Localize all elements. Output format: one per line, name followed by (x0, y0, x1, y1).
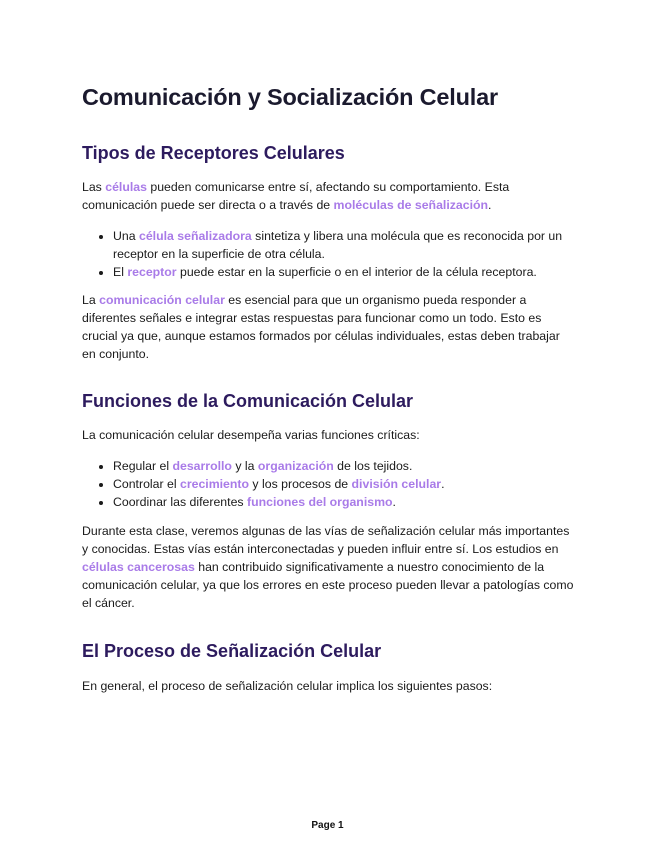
text: Regular el (113, 459, 173, 473)
text: han contribuido significativamente a nuestro conocimiento de la comunicación celular, ya que los errores en este proceso pueden llevar a patologías como el cáncer. (82, 560, 574, 610)
list-item (113, 475, 574, 493)
highlight-term: célula señalizadora (138, 229, 252, 243)
bullet-list (82, 227, 574, 281)
paragraph (82, 522, 574, 612)
section-heading-funciones: Funciones de la Comunicación Celular (82, 391, 414, 411)
text: Las (82, 180, 106, 194)
text: Una (113, 229, 139, 243)
text: Coordinar las diferentes (113, 495, 247, 509)
text: . (488, 198, 492, 212)
text: El (113, 265, 128, 279)
text: Durante esta clase, veremos algunas de las vías de señalización celular más importantes y conocidas. Estas vías están interconectadas y pueden influir entre sí. Los estudios en (82, 524, 570, 556)
text: En general, el proceso de señalización celular implica los siguientes pasos: (82, 679, 493, 693)
bullet-list (82, 457, 574, 511)
text: y la (231, 459, 258, 473)
highlight-term: células cancerosas (82, 560, 195, 574)
section-heading-proceso: El Proceso de Señalización Celular (82, 641, 382, 661)
paragraph (82, 426, 574, 444)
text: sintetiza y libera una molécula que es reconocida por un receptor en la superficie de otra célula. (113, 229, 563, 261)
highlight-term: división celular (351, 477, 442, 491)
highlight-term: moléculas de señalización (333, 198, 489, 212)
text: . (392, 495, 396, 509)
section-heading-tipos-receptores: Tipos de Receptores Celulares (82, 143, 345, 163)
text: . (441, 477, 445, 491)
paragraph (82, 677, 574, 695)
list-item (113, 263, 574, 281)
text: La comunicación celular desempeña varias funciones críticas: (82, 428, 420, 442)
list-item (113, 457, 574, 475)
highlight-term: células (105, 180, 147, 194)
text: de los tejidos. (333, 459, 413, 473)
text: puede estar en la superficie o en el interior de la célula receptora. (176, 265, 537, 279)
highlight-term: desarrollo (172, 459, 232, 473)
text: es esencial para que un organismo pueda responder a diferentes señales e integrar estas respuestas para funcionar como un todo. Esto es crucial ya que, aunque estamos formados por células individuales, estas deben trabajar en conjunto. (82, 293, 560, 361)
highlight-term: funciones del organismo (246, 495, 393, 509)
highlight-term: comunicación celular (99, 293, 225, 307)
highlight-term: organización (257, 459, 334, 473)
paragraph (82, 178, 574, 214)
text: pueden comunicarse entre sí, afectando su comportamiento. Esta comunicación puede ser directa o a través de (82, 180, 510, 212)
list-item (113, 227, 574, 263)
list-item (113, 493, 574, 511)
text: Controlar el (113, 477, 180, 491)
page-title: Comunicación y Socialización Celular (82, 84, 498, 110)
text: La (82, 293, 100, 307)
highlight-term: crecimiento (179, 477, 250, 491)
text: y los procesos de (249, 477, 352, 491)
paragraph (82, 291, 574, 363)
page-number: Page 1 (311, 820, 344, 831)
highlight-term: receptor (127, 265, 177, 279)
